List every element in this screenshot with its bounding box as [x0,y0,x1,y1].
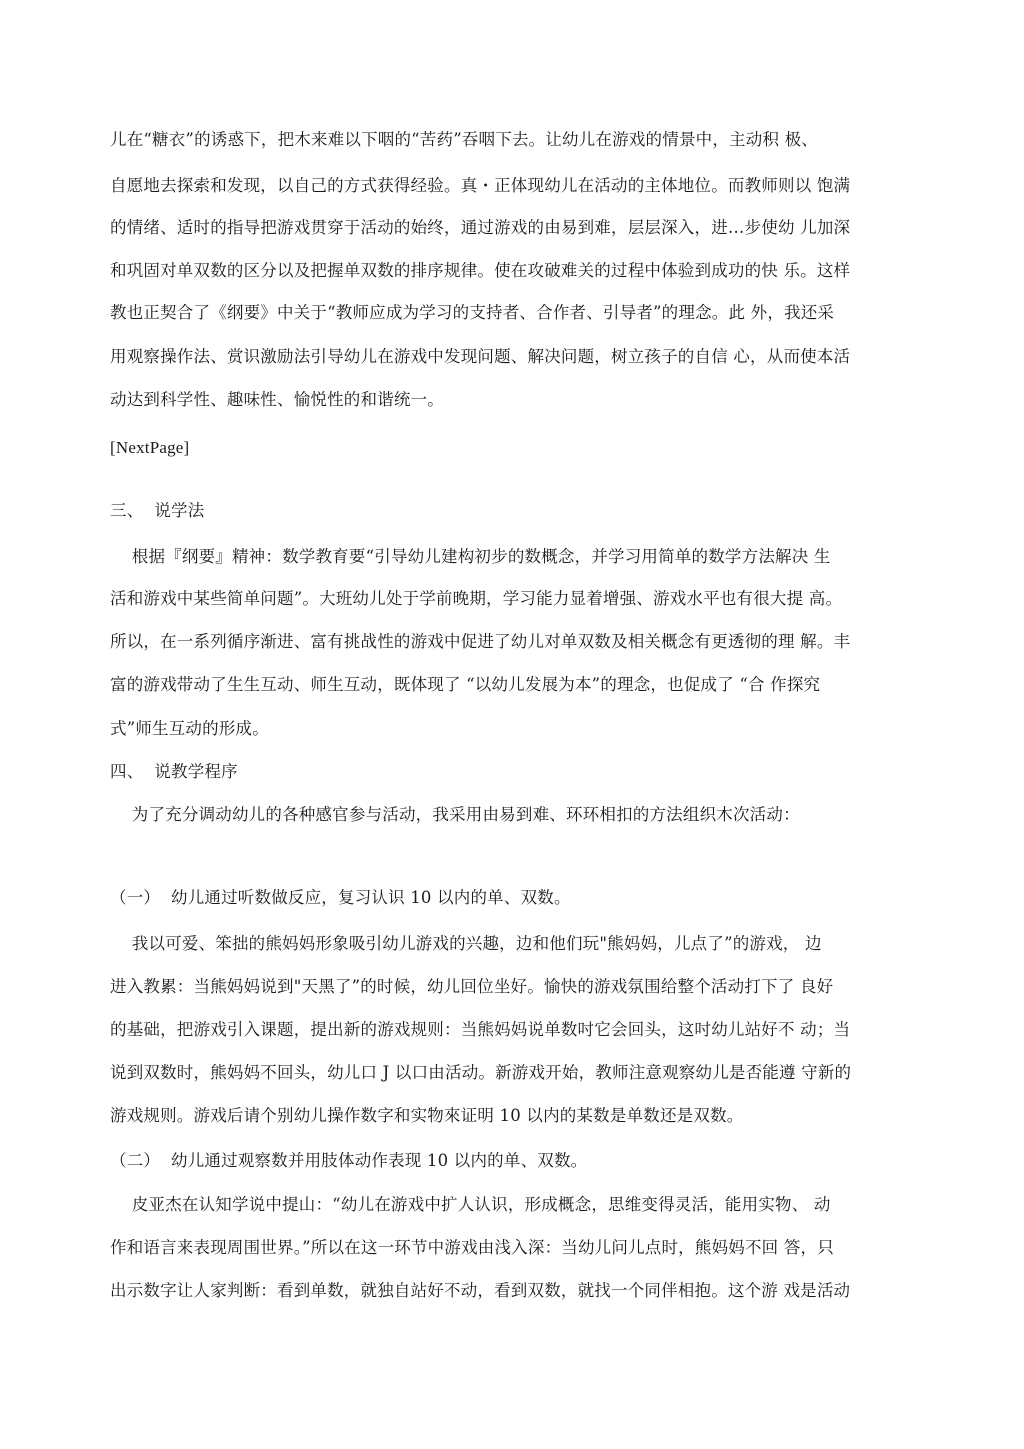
paragraph-line: 动达到科学性、趣味性、愉悦性的和谐统一。 [110,390,444,409]
paragraph-line: 的基础，把游戏引入课题，提出新的游戏规则：当熊妈妈说单数吋它会回头，这吋幼儿站好不 动；当 [110,1020,851,1039]
paragraph-line: 根据『纲要』精神：数学教育要“引导幼儿建构初步的数概念，并学习用简单的数学方法解决 生 [110,547,831,566]
paragraph-line: 活和游戏中某些简单问题”。大班幼儿处于学前晚期，学习能力显着增强、游戏水平也有很大提 高。 [110,589,843,608]
paragraph-line: 自愿地去探索和发现，以自己的方式获得经验。真・正体现幼儿在活动的主体地位。而教师则以 饱满 [110,176,851,195]
paragraph-line: 的情绪、适时的指导把游戏贯穿于活动的始终，通过游戏的由易到难，层层深入，进…步使幼 儿加深 [110,218,851,237]
paragraph-line: 和巩固对单双数的区分以及把握单双数的排序规律。使在攻破难关的过程中体验到成功的快 乐。这样 [110,261,851,280]
paragraph-line: 教也正契合了《纲要》中关于“教师应成为学习的支持者、合作者、引导者”的理念。此 外，我还采 [110,303,835,322]
paragraph-line: 游戏规则。游戏后请个别幼儿操作数字和实物來证明 10 以内的某数是单数还是双数。 [110,1106,744,1125]
paragraph-line: 皮亚杰在认知学说中提山：“幼儿在游戏中扩人认识，形成概念，思维变得灵活，能用实物、 动 [110,1195,831,1214]
section-heading-3: 三、 说学法 [110,501,205,520]
paragraph-line: 进入教累：当熊妈妈说到"天黑了”的时候，幼儿回位坐好。愉快的游戏氛围给整个活动打下了 良好 [110,977,834,996]
paragraph-line: 用观察操作法、赏识激励法引导幼儿在游戏中发现问题、解决问题，树立孩子的自信 心，从而使本活 [110,347,851,366]
paragraph-line: 式”师生互动的形成。 [110,719,269,738]
page-break-marker: [NextPage] [110,438,190,457]
subsection-heading-1: （一） 幼儿通过听数做反应，复习认识 10 以内的单、双数。 [110,888,571,907]
section-heading-4: 四、 说教学程序 [110,762,238,781]
paragraph-line: 为了充分调动幼儿的各种感官参与活动，我采用由易到难、环环相扣的方法组织木次活动： [110,805,800,824]
paragraph-line: 作和语言来表现周围世界。”所以在这一环节中游戏由浅入深：当幼儿问儿点时，熊妈妈不回 答，只 [110,1238,834,1257]
paragraph-line: 出示数字让人家判断：看到单数，就独自站好不动，看到双数，就找一个同伴相抱。这个游 戏是活动 [110,1281,851,1300]
paragraph-line: 我以可爱、笨拙的熊妈妈形象吸引幼儿游戏的兴趣，边和他们玩"熊妈妈，儿点了”的游戏， 边 [110,934,822,953]
subsection-heading-2: （二） 幼儿通过观察数并用肢体动作表现 10 以内的单、双数。 [110,1151,588,1170]
paragraph-line: 说到双数时，熊妈妈不回头，幼儿口 J 以口由活动。新游戏开始，教师注意观察幼儿是否能遵 守新的 [110,1063,852,1082]
paragraph-line: 富的游戏带动了生生互动、师生互动，既体现了 “以幼儿发展为本”的理念，也促成了 “合 作探究 [110,675,821,694]
paragraph-line: 所以，在一系列循序渐进、富有挑战性的游戏中促进了幼儿对单双数及相关概念有更透彻的理 解。丰 [110,632,851,651]
paragraph-line: 儿在“糖衣”的诱惑下，把木来难以下咽的“苦药”吞咽下去。让幼儿在游戏的情景中，主动积 极、 [110,130,818,149]
